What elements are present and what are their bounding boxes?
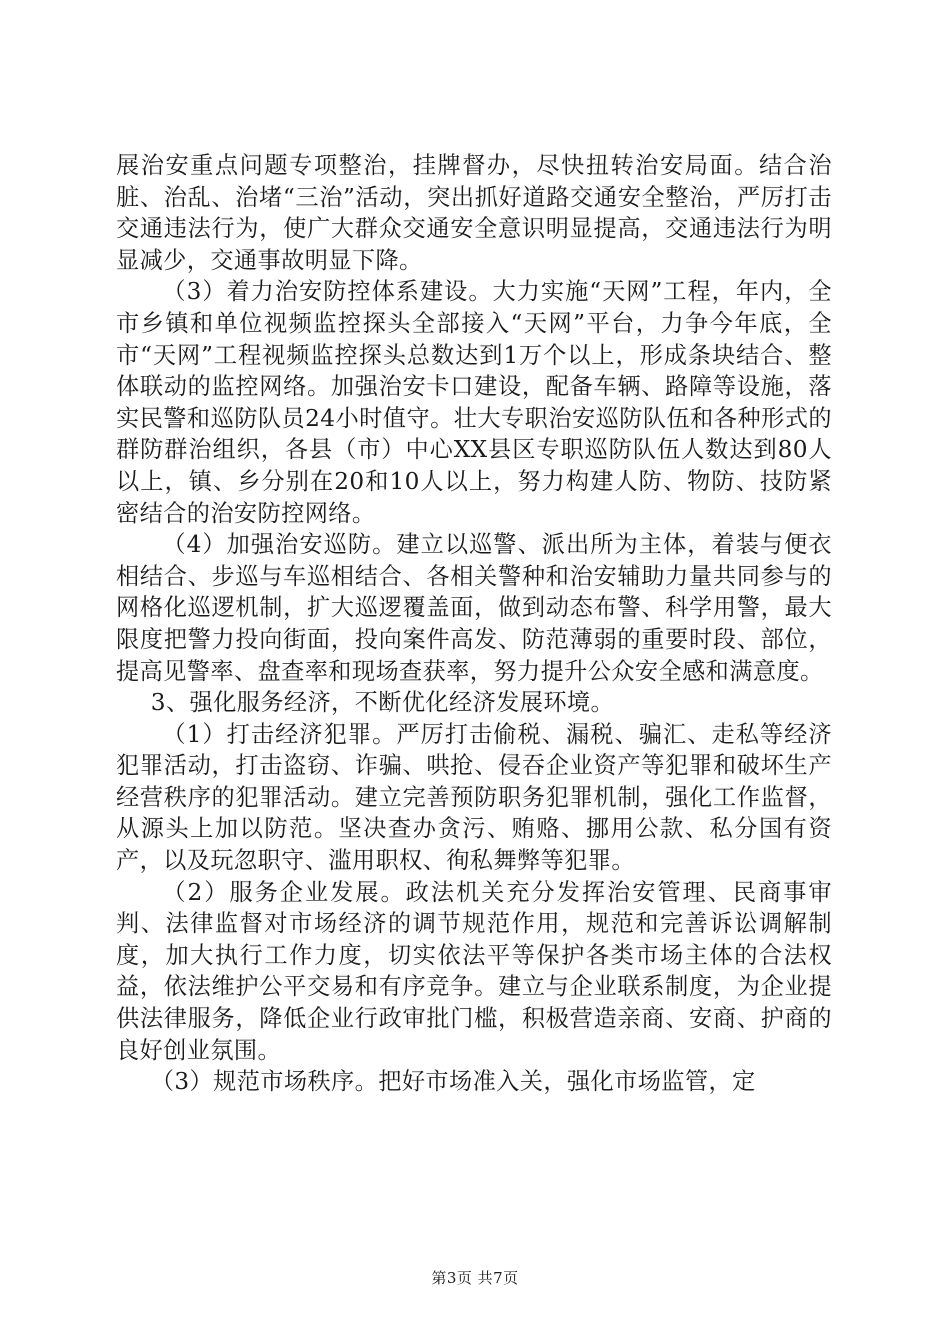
- paragraph-item-3-defense-system: （3）着力治安防控体系建设。大力实施“天网”工程，年内，全市乡镇和单位视频监控探头全部接入“天网”平台，力争今年底，全市“天网”工程视频监控探头总数达到1万个以上，形成条块结合、整体联动的监控网络。加强治安卡口建设，配备车辆、路障等设施，落实民警和巡防队员24小时值守。壮大专职治安巡防队伍和各种形式的群防群治组织，各县（市）中心XX县区专职巡防队伍人数达到80人以上，镇、乡分别在20和10人以上，努力构建人防、物防、技防紧密结合的治安防控网络。: [116, 278, 832, 527]
- section-heading-3: 3、强化服务经济，不断优化经济发展环境。: [150, 689, 615, 717]
- paragraph-item-1-economic-crime: （1）打击经济犯罪。严厉打击偷税、漏税、骗汇、走私等经济犯罪活动，打击盗窃、诈骗、哄抢、侵吞企业资产等犯罪和破坏生产经营秩序的犯罪活动。建立完善预防职务犯罪机制，强化工作监督，从源头上加以防范。坚决查办贪污、贿赂、挪用公款、私分国有资产，以及玩忽职守、滥用职权、徇私舞弊等犯罪。: [116, 720, 832, 875]
- document-body: [116, 150, 832, 1098]
- paragraph-item-3-market-order: （3）规范市场秩序。把好市场准入关，强化市场监管，定: [150, 1068, 756, 1096]
- paragraph-item-4-patrol: （4）加强治安巡防。建立以巡警、派出所为主体，着装与便衣相结合、步巡与车巡相结合、各相关警种和治安辅助力量共同参与的网格化巡逻机制，扩大巡逻覆盖面，做到动态布警、科学用警，最大限度把警力投向街面，投向案件高发、防范薄弱的重要时段、部位，提高见警率、盘查率和现场查获率，努力提升公众安全感和满意度。: [116, 531, 832, 685]
- page-number-footer: 第3页 共7页: [431, 1269, 519, 1287]
- paragraph-continuation: 展治安重点问题专项整治，挂牌督办，尽快扭转治安局面。结合治脏、治乱、治堵“三治”活动，突出抓好道路交通安全整治，严厉打击交通违法行为，使广大群众交通安全意识明显提高，交通违法行为明显减少，交通事故明显下降。: [116, 152, 832, 274]
- paragraph-item-2-enterprise-service: （2）服务企业发展。政法机关充分发挥治安管理、民商事审判、法律监督对市场经济的调节规范作用，规范和完善诉讼调解制度，加大执行工作力度，切实依法平等保护各类市场主体的合法权益，依法维护公平交易和有序竞争。建立与企业联系制度，为企业提供法律服务，降低企业行政审批门槛，积极营造亲商、安商、护商的良好创业氛围。: [116, 878, 832, 1064]
